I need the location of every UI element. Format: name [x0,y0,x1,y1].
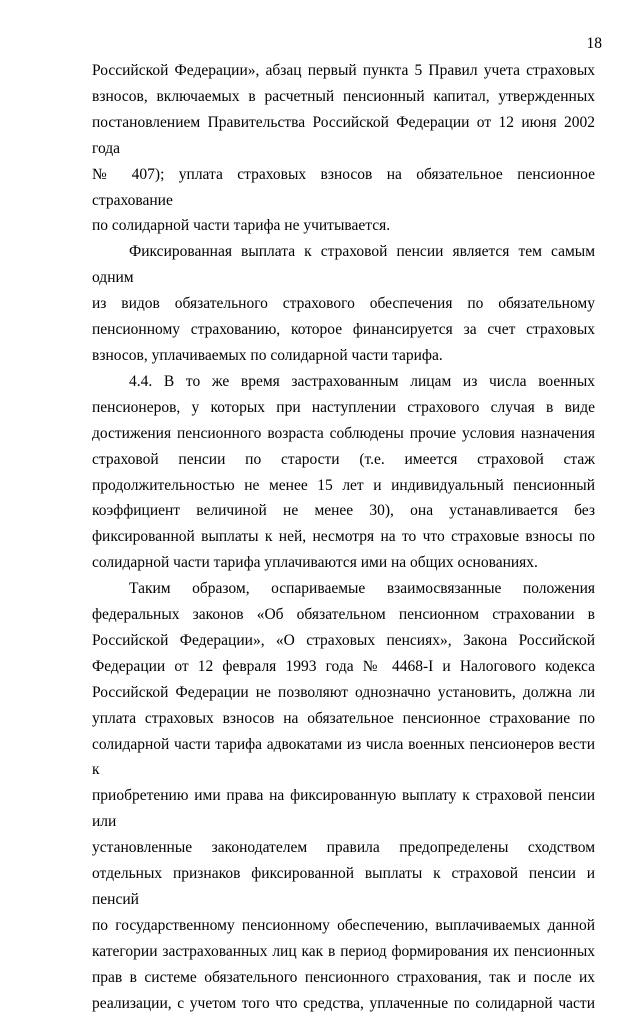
text-line: страховой пенсии по старости (т.е. имеется страховой стаж [92,450,595,468]
text-line: фиксированной выплаты к ней, несмотря на то что страховые взносы по [92,528,595,546]
text-line: коэффициент величиной не менее 30), она устанавливается без [92,502,595,520]
text-line: из видов обязательного страхового обеспечения по обязательному [92,295,595,313]
page-number: 18 [586,35,602,52]
text-line: № 407); уплата страховых взносов на обязательное пенсионное страхование [92,165,595,209]
text-line: установленные законодателем правила предопределены сходством [92,839,595,857]
text-line: Федерации от 12 февраля 1993 года № 4468-I и Налогового кодекса [92,657,595,675]
paragraph-4 [92,576,595,1016]
paragraph-3 [92,369,595,576]
text-line: Российской Федерации», «О страховых пенсиях», Закона Российской [92,631,595,649]
text-line: Российской Федерации не позволяют однозначно установить, должна ли [92,683,595,701]
text-line: взносов, уплачиваемых по солидарной части тарифа. [92,346,443,364]
text-line: прав в системе обязательного пенсионного страхования, так и после их [92,968,595,986]
text-line: пенсионеров, у которых при наступлении страхового случая в виде [92,398,595,416]
paragraph-1 [92,58,595,239]
text-line: приобретению ими права на фиксированную выплату к страховой пенсии или [92,787,595,831]
text-line: пенсионному страхованию, которое финансируется за счет страховых [92,321,595,339]
text-line: достижения пенсионного возраста соблюдены прочие условия назначения [92,424,595,442]
text-line: федеральных законов «Об обязательном пенсионном страховании в [92,606,595,624]
text-line: реализации, с учетом того что средства, уплаченные по солидарной части [92,994,595,1012]
document-body [92,58,595,1017]
text-line: постановлением Правительства Российской Федерации от 12 июня 2002 года [92,113,595,157]
text-line: по солидарной части тарифа не учитывается. [92,217,391,235]
text-line: Российской Федерации», абзац первый пункта 5 Правил учета страховых [92,62,595,79]
text-line: взносов, включаемых в расчетный пенсионный капитал, утвержденных [92,87,595,105]
text-line: уплата страховых взносов на обязательное пенсионное страхование по [92,709,595,727]
text-line: продолжительностью не менее 15 лет и индивидуальный пенсионный [92,476,595,494]
text-line: 4.4. В то же время застрахованным лицам из числа военных [129,372,595,390]
text-line: по государственному пенсионному обеспечению, выплачиваемых данной [92,916,595,934]
text-line: категории застрахованных лиц как в период формирования их пенсионных [92,942,595,960]
text-line: солидарной части тарифа уплачиваются ими на общих основаниях. [92,554,538,572]
text-line: Таким образом, оспариваемые взаимосвязанные положения [129,580,595,598]
text-line: солидарной части тарифа адвокатами из числа военных пенсионеров вести к [92,735,595,779]
text-line: отдельных признаков фиксированной выплаты к страховой пенсии и пенсий [92,865,595,908]
text-line: Фиксированная выплата к страховой пенсии является тем самым одним [92,243,595,287]
paragraph-2 [92,239,595,369]
